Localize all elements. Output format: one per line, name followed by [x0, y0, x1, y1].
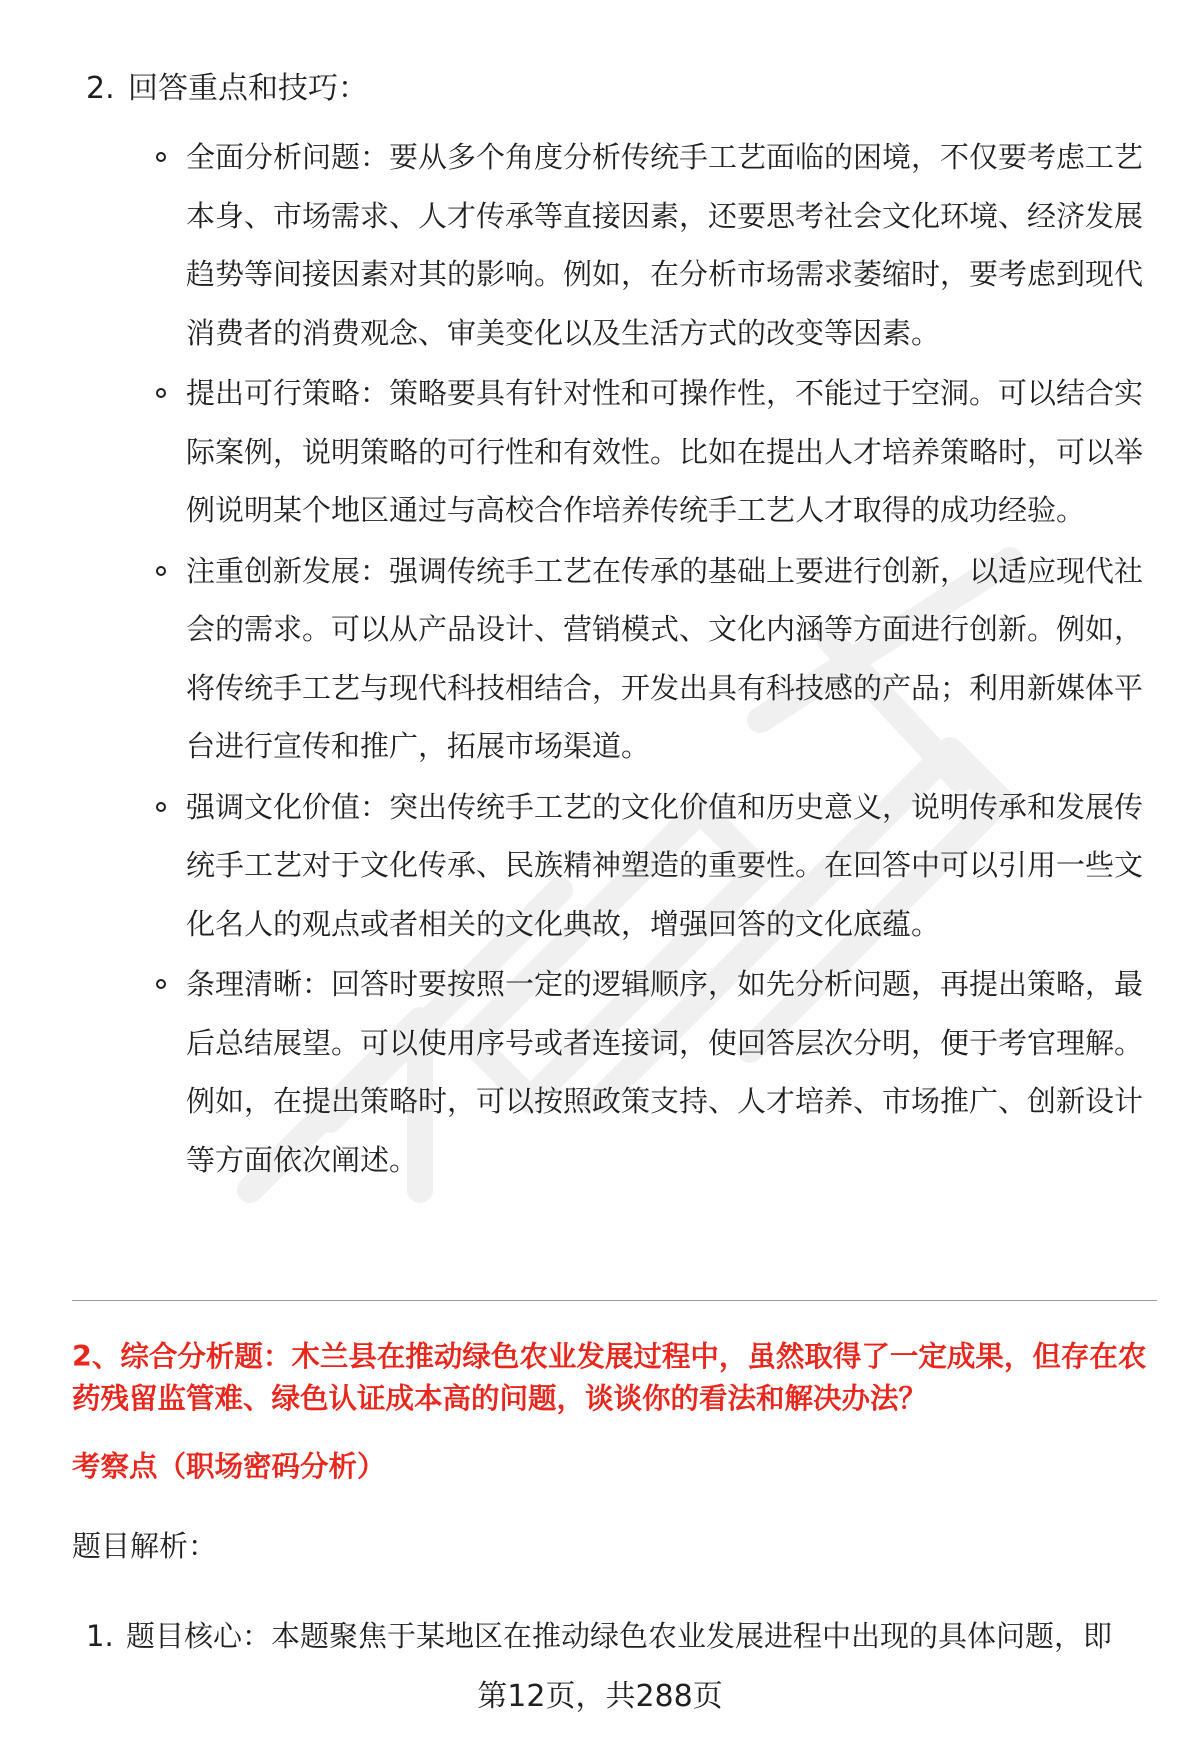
tips-list [156, 128, 1146, 1191]
list-item [156, 128, 1146, 362]
hollow-bullet-icon [156, 566, 166, 576]
list-item-text: 全面分析问题：要从多个角度分析传统手工艺面临的困境，不仅要考虑工艺本身、市场需求、人才传承等直接因素，还要思考社会文化环境、经济发展趋势等间接因素对其的影响。例如，在分析市场需求萎缩时，要考虑到现代消费者的消费观念、审美变化以及生活方式的改变等因素。 [186, 140, 1144, 350]
hollow-bullet-icon [156, 152, 166, 162]
analysis-label: 题目解析： [72, 1529, 218, 1563]
hollow-bullet-icon [156, 802, 166, 812]
list-item [156, 955, 1146, 1189]
list-item-text: 提出可行策略：策略要具有针对性和可操作性，不能过于空洞。可以结合实际案例，说明策略的可行性和有效性。比如在提出人才培养策略时，可以举例说明某个地区通过与高校合作培养传统手工艺人才取得的成功经验。 [186, 376, 1144, 527]
section-title: 回答重点和技巧： [128, 71, 368, 106]
list-item [156, 542, 1146, 776]
section-heading [86, 68, 1146, 110]
hollow-bullet-icon [156, 388, 166, 398]
page-footer: 第12页，共288页 [477, 1679, 723, 1714]
section-divider [72, 1300, 1157, 1301]
core-item [86, 1615, 1156, 1657]
question-heading: 2、综合分析题：木兰县在推动绿色农业发展过程中，虽然取得了一定成果，但存在农药残留监管难、绿色认证成本高的问题，谈谈你的看法和解决办法？ [72, 1340, 1147, 1415]
core-item-text: 题目核心：本题聚焦于某地区在推动绿色农业发展进程中出现的具体问题，即 [126, 1619, 1113, 1653]
list-item [156, 364, 1146, 540]
hollow-bullet-icon [156, 979, 166, 989]
list-item-text: 注重创新发展：强调传统手工艺在传承的基础上要进行创新，以适应现代社会的需求。可以从产品设计、营销模式、文化内涵等方面进行创新。例如，将传统手工艺与现代科技相结合，开发出具有科技感的产品；利用新媒体平台进行宣传和推广，拓展市场渠道。 [186, 553, 1144, 763]
list-item [156, 778, 1146, 954]
list-item-text: 条理清晰：回答时要按照一定的逻辑顺序，如先分析问题，再提出策略，最后总结展望。可以使用序号或者连接词，使回答层次分明，便于考官理解。例如，在提出策略时，可以按照政策支持、人才培养、市场推广、创新设计等方面依次阐述。 [186, 967, 1144, 1177]
list-item-text: 强调文化价值：突出传统手工艺的文化价值和历史意义，说明传承和发展传统手工艺对于文化传承、民族精神塑造的重要性。在回答中可以引用一些文化名人的观点或者相关的文化典故，增强回答的文化底蕴。 [186, 789, 1144, 941]
section-number: 2. [86, 71, 115, 106]
exam-point-heading: 考察点（职场密码分析） [72, 1450, 386, 1483]
core-item-number: 1. [86, 1619, 114, 1653]
